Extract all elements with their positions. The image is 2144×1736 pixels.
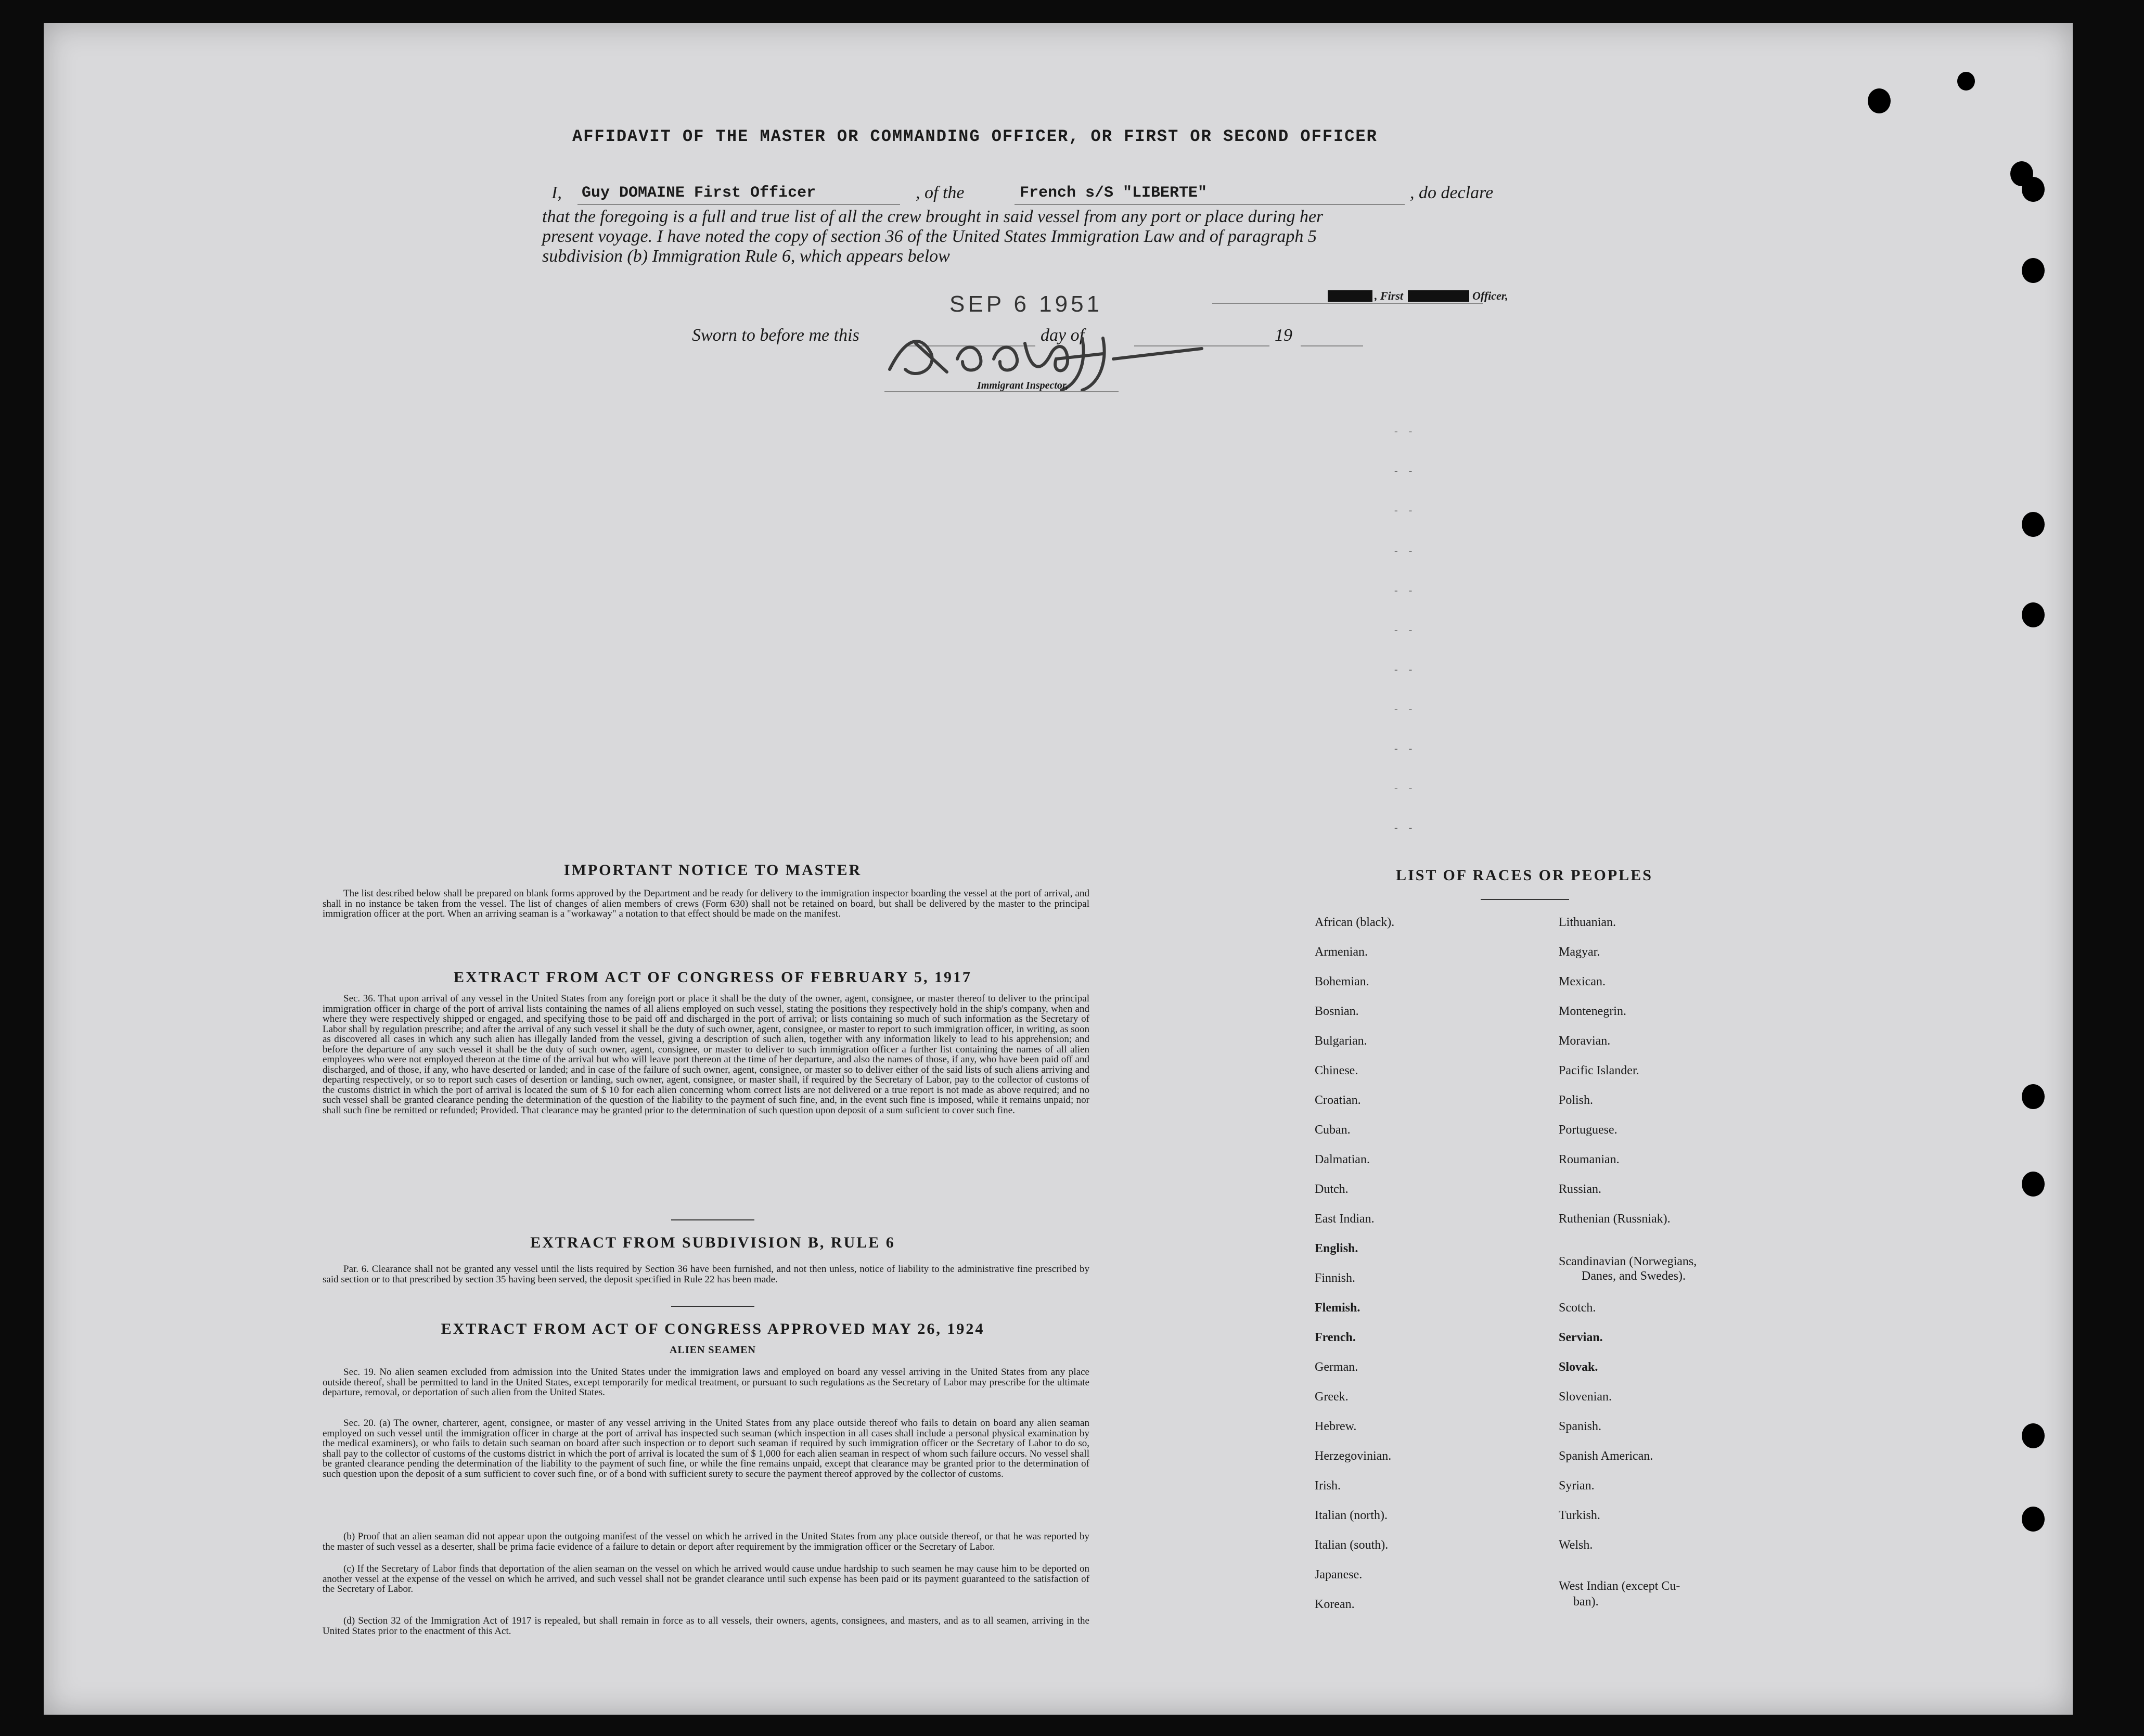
races-title: LIST OF RACES OR PEOPLES xyxy=(1396,867,1653,884)
sworn-label: Sworn to before me this xyxy=(692,326,859,345)
inspector-label: Immigrant Inspector, xyxy=(977,380,1069,391)
race-right-10: Russian. xyxy=(1559,1182,1602,1196)
race-left-12: English. xyxy=(1315,1242,1358,1255)
race-left-20: Irish. xyxy=(1315,1479,1341,1493)
race-left-24: Korean. xyxy=(1315,1598,1355,1611)
race-left-19: Herzegovinian. xyxy=(1315,1449,1392,1463)
race-left-18: Hebrew. xyxy=(1315,1420,1357,1433)
race-left-22: Italian (south). xyxy=(1315,1538,1389,1552)
extract-1924-title: EXTRACT FROM ACT OF CONGRESS APPROVED MAY 26, 1924 xyxy=(441,1320,985,1338)
race-right-2: Magyar. xyxy=(1559,945,1600,959)
race-right-15: Servian. xyxy=(1559,1331,1603,1344)
do-declare-label: , do declare xyxy=(1410,183,1494,202)
officer-name-field: Guy DOMAINE First Officer xyxy=(582,184,816,202)
race-left-3: Bohemian. xyxy=(1315,975,1369,988)
race-right-9: Roumanian. xyxy=(1559,1153,1620,1166)
race-right-4: Montenegrin. xyxy=(1559,1005,1626,1018)
affidavit-title: AFFIDAVIT OF THE MASTER OR COMMANDING OFFICER, OR FIRST OR SECOND OFFICER xyxy=(572,127,1378,146)
race-left-2: Armenian. xyxy=(1315,945,1368,959)
extract-1917-title: EXTRACT FROM ACT OF CONGRESS OF FEBRUARY 5, 1917 xyxy=(453,969,972,986)
race-left-7: Croatian. xyxy=(1315,1094,1361,1107)
punch-hole xyxy=(2022,1172,2045,1197)
race-right-17: Slovenian. xyxy=(1559,1390,1612,1404)
race-right-12: Scandinavian (Norwegians, xyxy=(1559,1255,1697,1268)
race-right-8: Portuguese. xyxy=(1559,1123,1617,1137)
officer-word-label: Officer, xyxy=(1472,289,1508,302)
punch-hole xyxy=(1868,88,1891,113)
punch-hole xyxy=(2022,258,2045,283)
race-right-1: Lithuanian. xyxy=(1559,916,1616,929)
sec20a-text: Sec. 20. (a) The owner, charterer, agent, consignee, or master of any vessel arriving in the United States from any place outside thereof who fails to detain on board any alien seaman employed on such vessel until the immigration officer in charge at the port of arrival has inspected such seaman (which inspection in all cases shall include a personal physical examination by the medical examiners), or who fails to detain such seaman on board after such inspection or to deport such seaman if required by such immigration officer or the Secretary of Labor to do so, shall pay to the collector of customs of the customs district in which the port of arrival is located the sum of $ 1,000 for each alien seaman in respect of whom such failure occurs. No vessel shall be granted clearance pending the determination of the liability to the payment of such fine, or while the fine remains unpaid, except that clearance may be granted prior to the determination of such question upon the deposit of a sum sufficient to cover such fine, or of a bond with sufficient surety to secure the payment thereof approved by the collector of customs. xyxy=(323,1418,1089,1480)
punch-hole xyxy=(2022,1084,2045,1109)
vessel-name-field: French s/S "LIBERTE" xyxy=(1020,184,1208,202)
declaration-line-4: subdivision (b) Immigration Rule 6, which appears below xyxy=(542,247,950,266)
punch-hole xyxy=(2022,177,2045,202)
race-left-8: Cuban. xyxy=(1315,1123,1351,1137)
extract-1917-body: Sec. 36. That upon arrival of any vessel in the United States from any foreign port or place it shall be the duty of the owner, agent, consignee, or master thereof to deliver to the principal immigration officer in charge of the port of arrival lists containing the names of all aliens employed on such vessel, stating the positions they respectively hold in the ship's company, when and where they were respectively shipped or engaged, and specifying those to be paid off and discharged in the port of arrival; or lists containing so much of such information as the Secretary of Labor shall by regulation prescribe; and after the arrival of any such vessel it shall be the duty of such owner, agent, consignee, or master to report to such immigration officer, in writing, as soon as discovered all cases in which any such alien has illegally landed from the vessel, giving a description of such alien, together with any information likely to lead to his apprehension; and before the departure of any such vessel it shall be the duty of such owner, agent, consignee, or master to deliver to such immigration officer a further list containing the names of all alien employees who were not employed thereon at the time of the arrival but who will leave port thereon at the time of her departure, and also the names of those, if any, who have been paid off and discharged, and of those, if any, who have deserted or landed; and in case of the failure of such owner, agent, consignee, or master so to deliver either of the said lists of such aliens arriving and departing respectively, or so to report such cases of desertion or landing, such owner, agent, consignee, or master shall, if required by the Secretary of Labor, pay to the collector of customs of the customs district in which the port of arrival is located the sum of $ 10 for each alien concerning whom correct lists are not delivered or a true report is not made as above required; and no such vessel shall be granted clearance pending the determination of the question of the liability to the payment of such fine, and, in the event such fine is imposed, while it remains unpaid; nor shall such fine be remitted or refunded; Provided. That clearance may be granted prior to the determination of such question upon deposit of a sum suficient to cover such fine. xyxy=(323,993,1089,1116)
extract-rule6-title: EXTRACT FROM SUBDIVISION B, RULE 6 xyxy=(530,1234,895,1251)
race-right-20: Syrian. xyxy=(1559,1479,1595,1493)
of-the-label: , of the xyxy=(916,183,965,202)
punch-hole xyxy=(2022,512,2045,537)
race-left-9: Dalmatian. xyxy=(1315,1153,1370,1166)
declaration-i: I, xyxy=(551,183,562,202)
race-left-15: French. xyxy=(1315,1331,1356,1344)
sec20d-text: (d) Section 32 of the Immigration Act of 1917 is repealed, but shall remain in force as to all vessels, their owners, agents, consignees, and masters, and as to all seamen, arriving in the United States prior to the enactment of this Act. xyxy=(323,1615,1089,1637)
race-right-5: Moravian. xyxy=(1559,1034,1611,1048)
punch-hole xyxy=(2022,1423,2045,1448)
extract-rule6-body: Par. 6. Clearance shall not be granted any vessel until the lists required by Section 36 have been furnished, and not then unless, notice of liability to the administrative fine prescribed by said section or to that prescribed by section 35 having been served, the deposit specified in Rule 22 has been made. xyxy=(323,1264,1089,1285)
race-left-16: German. xyxy=(1315,1360,1358,1374)
date-stamp: SEP 6 1951 xyxy=(949,291,1103,317)
punch-hole xyxy=(2022,602,2045,627)
race-right-7: Polish. xyxy=(1559,1094,1594,1107)
race-left-21: Italian (north). xyxy=(1315,1509,1388,1522)
race-left-6: Chinese. xyxy=(1315,1064,1358,1077)
redaction-block xyxy=(1408,290,1469,302)
race-right-6: Pacific Islander. xyxy=(1559,1064,1639,1077)
race-left-4: Bosnian. xyxy=(1315,1005,1359,1018)
race-right-21: Turkish. xyxy=(1559,1509,1600,1522)
race-left-23: Japanese. xyxy=(1315,1568,1363,1581)
race-left-13: Finnish. xyxy=(1315,1271,1356,1285)
race-right-22: Welsh. xyxy=(1559,1538,1593,1552)
alien-seamen-subtitle: ALIEN SEAMEN xyxy=(670,1344,756,1356)
race-left-1: African (black). xyxy=(1315,916,1395,929)
officer-rank-label: , First xyxy=(1375,289,1404,302)
sec19-text: Sec. 19. No alien seamen excluded from admission into the United States under the immigration laws and employed on board any vessel arriving in the United States from any place outside thereof, shall be permitted to land in the United States, except temporarily for medical treatment, or pursuant to such regulations as the Secretary of Labor may prescribe for the ultimate departure, removal, or deportation of such alien from the United States. xyxy=(323,1367,1089,1398)
race-right-3: Mexican. xyxy=(1559,975,1606,988)
notice-title: IMPORTANT NOTICE TO MASTER xyxy=(563,861,862,879)
race-right-23: West Indian (except Cu- xyxy=(1559,1579,1680,1593)
notice-body: The list described below shall be prepared on blank forms approved by the Department and be ready for delivery to the immigration inspector boarding the vessel at the port of arrival, and shall in no instance be taken from the vessel. The list of changes of alien members of crews (Form 630) shall not be retained on board, but shall be delivered by the master to the principal immigration officer at the port. When an arriving seaman is a "workaway" a notation to that effect should be made on the manifest. xyxy=(323,888,1089,919)
declaration-line-2: that the foregoing is a full and true list of all the crew brought in said vessel from any port or place during her xyxy=(542,207,1324,226)
race-right-16: Slovak. xyxy=(1559,1360,1598,1374)
race-left-10: Dutch. xyxy=(1315,1182,1349,1196)
sec20c-text: (c) If the Secretary of Labor finds that deportation of the alien seaman on the vessel on which he arrived would cause undue hardship to such seamen he may cause him to be deported on another vessel at the expense of the vessel on which he arrived, and such vessel shall not be grandet clearance until such expense has been paid or its payment guaranteed to the satisfaction of the Secretary of Labor. xyxy=(323,1563,1089,1594)
punch-hole xyxy=(2022,1507,2045,1532)
year-label: 19 xyxy=(1275,326,1292,345)
race-left-14: Flemish. xyxy=(1315,1301,1360,1315)
punch-hole xyxy=(1957,72,1975,91)
race-left-5: Bulgarian. xyxy=(1315,1034,1367,1048)
race-left-17: Greek. xyxy=(1315,1390,1349,1404)
race-left-11: East Indian. xyxy=(1315,1212,1375,1226)
race-right-19: Spanish American. xyxy=(1559,1449,1653,1463)
declaration-line-3: present voyage. I have noted the copy of section 36 of the United States Immigration Law and of paragraph 5 xyxy=(542,227,1317,246)
redaction-block xyxy=(1328,290,1372,302)
race-right-14: Scotch. xyxy=(1559,1301,1596,1315)
race-right-24: ban). xyxy=(1573,1595,1599,1609)
race-right-18: Spanish. xyxy=(1559,1420,1602,1433)
day-of-label: day of xyxy=(1041,326,1085,345)
sec20b-text: (b) Proof that an alien seaman did not appear upon the outgoing manifest of the vessel on which he arrived in the United States from any place outside thereof, or that he was reported by the master of such vessel as a deserter, shall be prima facie evidence of a failure to detain or deport after requirement by the immigration officer or the Secretary of Labor. xyxy=(323,1531,1089,1552)
race-right-11: Ruthenian (Russniak). xyxy=(1559,1212,1671,1226)
race-right-13: Danes, and Swedes). xyxy=(1582,1269,1686,1283)
